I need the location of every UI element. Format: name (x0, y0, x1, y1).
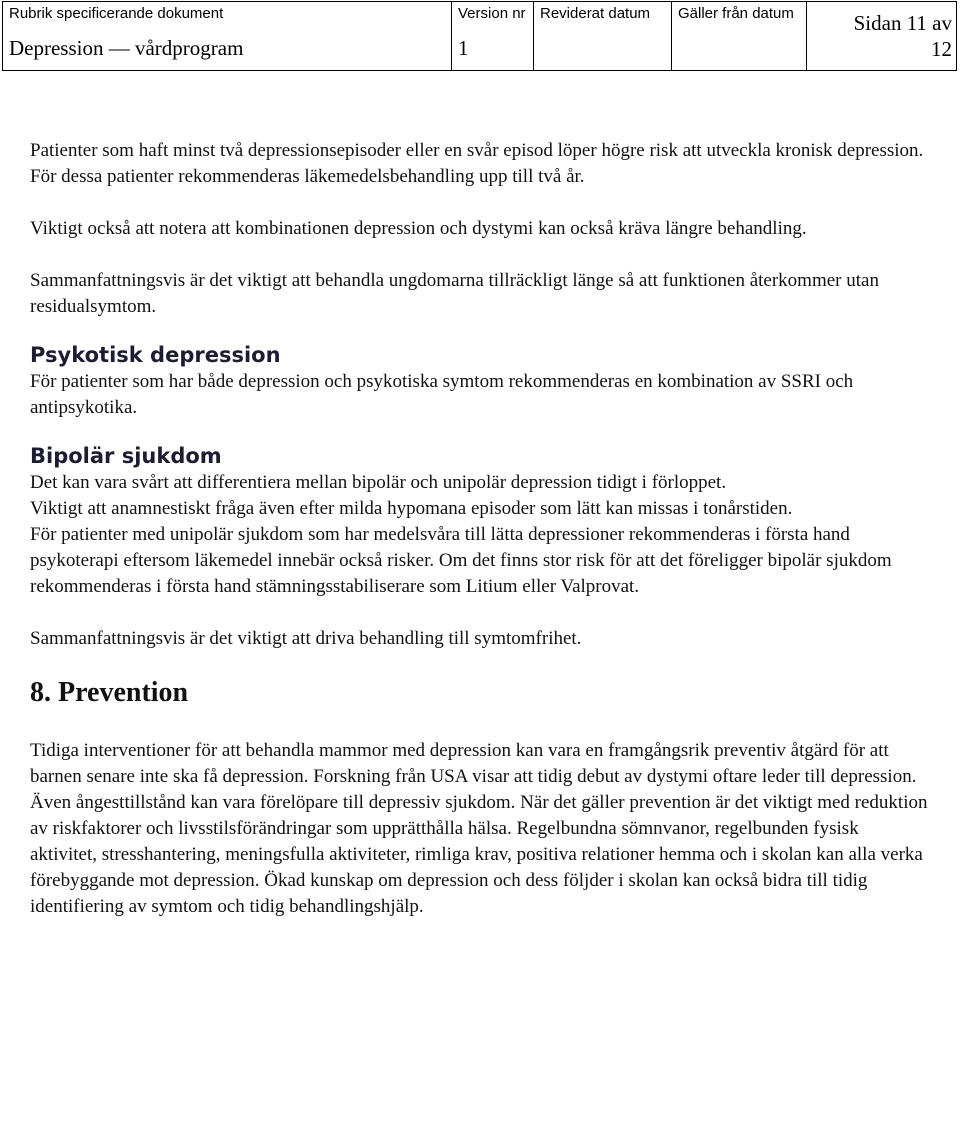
version-label: Version nr (458, 5, 526, 22)
version-value: 1 (458, 36, 469, 60)
document-body (30, 138, 930, 920)
paragraph-summary-remission: Sammanfattningsvis är det viktigt att driva behandling till symtomfrihet. (30, 628, 582, 649)
revised-date-label: Reviderat datum (540, 5, 651, 22)
valid-from-label: Gäller från datum (678, 5, 794, 22)
header-title-cell (3, 2, 452, 70)
heading-psykotisk-depression: Psykotisk depression (30, 343, 281, 367)
paragraph-prevention: Tidiga interventioner för att behandla mammor med depression kan vara en framgångsrik preventiv åtgärd för att barnen senare inte ska få depression. Forskning från USA visar att tidig debut av dystymi oftare leder till depression. Även ångesttillstånd kan vara förelöpare till depressiv sjukdom. När det gäller prevention är det viktigt med reduktion av riskfaktorer och livsstilsförändringar som upprätthålla hälsa. Regelbundna sömnvanor, regelbunden fysisk aktivitet, stresshantering, meningsfulla aktiviteter, rimliga krav, positiva relationer hemma och i skolan kan alla verka förebyggande mot depression. Ökad kunskap om depression och dess följder i skolan kan också bidra till tidig identifiering av symtom och tidig behandlingshjälp. (30, 740, 928, 917)
doc-type-label: Rubrik specificerande dokument (9, 5, 224, 22)
paragraph-unipolar-treatment: För patienter med unipolär sjukdom som har medelsvåra till lätta depressioner rekommenderas i första hand psykoterapi eftersom läkemedel innebär också risker. Om det finns stor risk för att det föreligger bipolär sjukdom rekommenderas i första hand stämningsstabiliserare som Litium eller Valprovat. (30, 524, 892, 597)
heading-bipolar-sjukdom: Bipolär sjukdom (30, 444, 222, 468)
paragraph-recurrence-risk: Patienter som haft minst två depressionsepisoder eller en svår episod löper högre risk att utveckla kronisk depression. För dessa patienter rekommenderas läkemedelsbehandling upp till två år. (30, 140, 924, 187)
header-revised-cell (534, 2, 672, 70)
paragraph-summary-duration: Sammanfattningsvis är det viktigt att behandla ungdomarna tillräckligt länge så att funktionen återkommer utan residualsymtom. (30, 270, 879, 317)
header-valid-from-cell (672, 2, 807, 70)
paragraph-hypomania: Viktigt att anamnestiskt fråga även efter milda hypomana episoder som lätt kan missas i tonårstiden. (30, 498, 793, 519)
header-page-cell (807, 2, 958, 70)
heading-prevention: 8. Prevention (30, 677, 189, 708)
header-version-cell (452, 2, 534, 70)
paragraph-dysthymia: Viktigt också att notera att kombinationen depression och dystymi kan också kräva längre behandling. (30, 218, 807, 239)
paragraph-psychotic-treatment: För patienter som har både depression och psykotiska symtom rekommenderas en kombination av SSRI och antipsykotika. (30, 371, 854, 418)
doc-title: Depression — vårdprogram (9, 36, 244, 60)
page-number-line2: 12 (931, 37, 952, 61)
document-header (2, 1, 957, 71)
page-number (854, 10, 952, 62)
paragraph-bipolar-differentiation: Det kan vara svårt att differentiera mellan bipolär och unipolär depression tidigt i förloppet. (30, 472, 727, 493)
page-number-line1: Sidan 11 av (853, 11, 952, 35)
